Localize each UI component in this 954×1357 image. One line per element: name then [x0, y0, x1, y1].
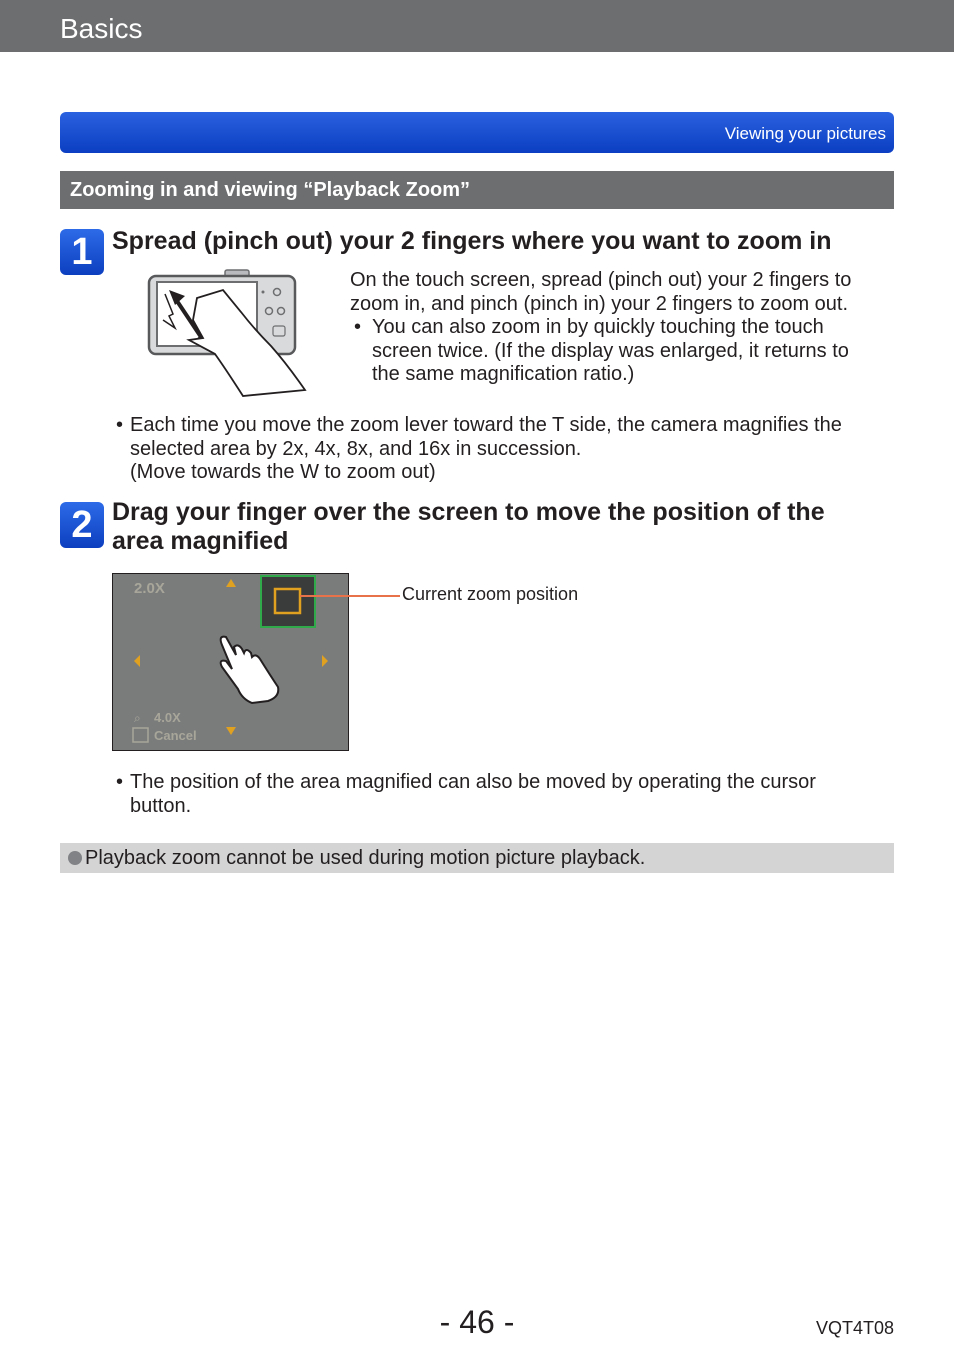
bullet-mark: • [354, 316, 362, 339]
step-2-note-line-2: button. [130, 794, 192, 817]
step-1-note-line-1: Each time you move the zoom lever toward the T side, the camera magnifies the [130, 414, 842, 436]
footer-note-text: Playback zoom cannot be used during motion picture playback. [85, 847, 646, 869]
header-title: Basics [60, 13, 143, 44]
zoom-level-readout: 2.0X [134, 580, 165, 597]
step-2-note-line-1: The position of the area magnified can also be moved by operating the cursor [130, 771, 816, 793]
step-1-note [116, 414, 896, 485]
step-1-tip-line-2: screen twice. (If the display was enlarged, it returns to [372, 339, 849, 362]
callout-leader-line [300, 593, 402, 599]
step-2-title [112, 498, 902, 556]
bullet-dot-icon [68, 851, 82, 865]
step-1-note-line-2: selected area by 2x, 4x, 8x, and 16x in succession. [130, 437, 582, 460]
document-code: VQT4T08 [815, 1318, 894, 1338]
step-2-note [116, 771, 896, 818]
zoom-position-frame [261, 576, 315, 627]
section-heading-bar [60, 171, 894, 209]
step-1-title: Spread (pinch out) your 2 fingers where you want to zoom in [112, 227, 832, 255]
current-zoom-position-callout: Current zoom position [402, 584, 579, 604]
next-zoom-readout: 4.0X [154, 710, 181, 725]
step-1-description-line-2: zoom in, and pinch (pinch in) your 2 fingers to zoom out. [350, 292, 849, 315]
step-1-tip [354, 316, 890, 387]
zoom-in-icon: ⌕ [134, 711, 141, 725]
step-1-tip-line-3: the same magnification ratio.) [372, 363, 635, 386]
step-1-description [350, 269, 890, 387]
step-2-title-line-2: area magnified [112, 527, 289, 555]
chapter-banner-label[interactable]: Viewing your pictures [724, 124, 886, 143]
section-heading: Zooming in and viewing “Playback Zoom” [70, 179, 471, 201]
chapter-banner [60, 112, 894, 153]
playback-zoom-screen [112, 573, 349, 751]
header-bar [0, 0, 954, 52]
step-1-description-line-1: On the touch screen, spread (pinch out) your 2 fingers to [350, 269, 852, 291]
bullet-mark: • [116, 414, 124, 436]
cancel-label: Cancel [154, 728, 197, 743]
bullet-mark: • [116, 771, 124, 793]
page-number: - 46 - [439, 1304, 515, 1340]
step-1-note-line-3: (Move towards the W to zoom out) [130, 461, 436, 484]
step-2-title-line-1: Drag your finger over the screen to move the position of the [112, 498, 825, 526]
camera-pinch-illustration [145, 268, 315, 398]
step-1-tip-line-1: You can also zoom in by quickly touching the touch [372, 316, 824, 339]
footer-note-bar [60, 843, 894, 873]
step-1-number: 1 [60, 229, 104, 275]
step-2-number: 2 [60, 502, 104, 548]
